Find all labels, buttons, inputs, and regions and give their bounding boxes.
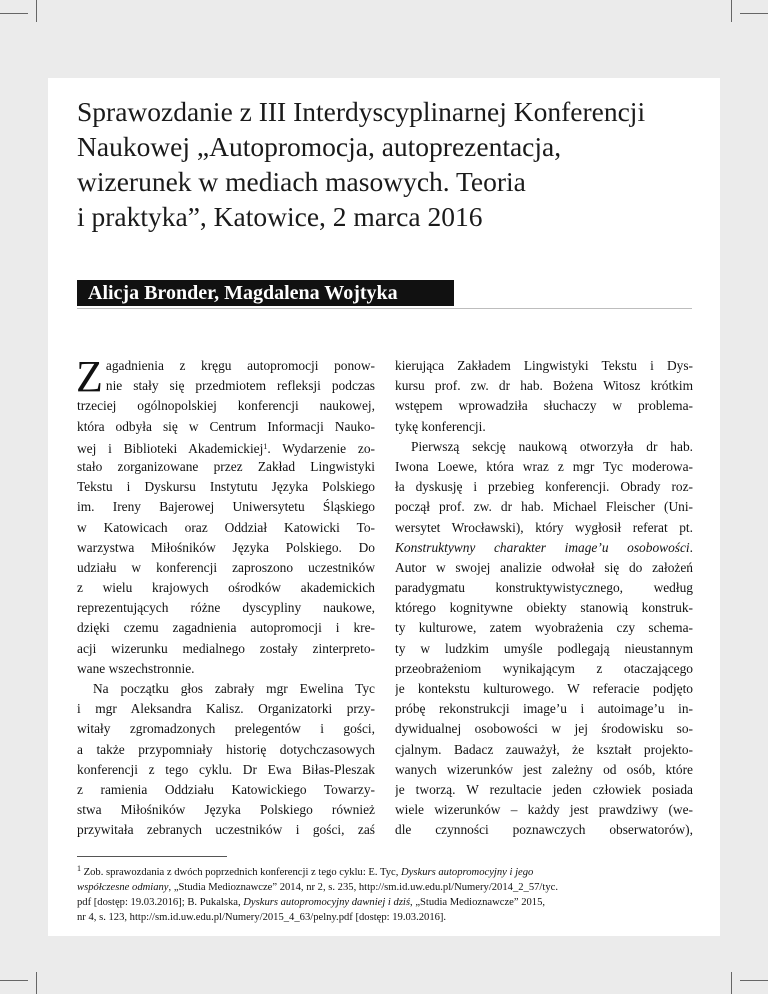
text-line: stwa Miłośników Języka Polskiego również (77, 802, 375, 818)
footnote-divider (77, 856, 227, 857)
text-line: przeobrażeniom wynikającym z otaczającego (395, 660, 693, 676)
crop-mark (0, 980, 28, 981)
drop-cap: Z (76, 352, 103, 401)
footnote-line: współczesne odmiany, „Studia Medioznawcze” 2014, nr 2, s. 235, http://sm.id.uw.edu.pl/Numery/2014_2_57/tyc. (77, 882, 558, 893)
title-line: i praktyka”, Katowice, 2 marca 2016 (77, 201, 483, 232)
text-line: trzeciej ogólnopolskiej konferencji naukowej, (77, 398, 375, 414)
text-line: warzystwa Miłośników Języka Polskiego. Do (77, 539, 375, 555)
text-line: wej i Biblioteki Akademickiej$^1$. Wydarzenie zo- (77, 440, 375, 456)
text-line: konferencji z tego cyklu. Dr Ewa Biłas-Pleszak (77, 761, 375, 777)
text-line: agadnienia z kręgu autopromocji ponow- (105, 358, 375, 373)
text-line: wstępem wprowadziła słuchaczy w problema- (395, 398, 693, 414)
footnote-number: 1 (77, 864, 81, 873)
text-line: acji wizerunku medialnego zostały zinterpreto- (77, 640, 375, 656)
text-line: cjalnym. Badacz zauważył, że kształt projekto- (395, 741, 693, 757)
left-column (76, 352, 375, 841)
title-line: Naukowej „Autopromocja, autoprezentacja, (77, 131, 562, 162)
text-line: witały zgromadzonych prelegentów i gości, (77, 721, 375, 737)
text-line: w Katowicach oraz Oddział Katowicki To- (77, 519, 375, 535)
text-line: wiele wizerunków – każdy jest prawdziwy (we- (395, 802, 693, 818)
footnote-line[interactable]: nr 4, s. 123, http://sm.id.uw.edu.pl/Numery/2015_4_63/pelny.pdf [dostęp: 19.03.2016]. (77, 912, 447, 923)
text-line: je tworzą. W rezultacie jeden człowiek posiada (395, 781, 693, 797)
text-line: kursu prof. zw. dr hab. Bożena Witosz krótkim (395, 378, 693, 394)
crop-mark (36, 0, 37, 22)
text-line: im. Ireny Bajerowej Uniwersytetu Śląskiego (77, 499, 375, 515)
text-line: wersytet Wrocławski), który wygłosił referat pt. (395, 519, 693, 535)
text-line: Tekstu i Dyskursu Instytutu Języka Polskiego (77, 479, 375, 495)
title-line: wizerunek w mediach masowych. Teoria (77, 166, 526, 197)
footnote (77, 861, 692, 925)
text-line: tykę konferencji. (395, 418, 486, 434)
text-line: udziału w konferencji zaproszono uczestników (77, 559, 375, 575)
text-line: z ramienia Oddziału Katowickiego Towarzy- (77, 781, 375, 797)
text-line: stało zorganizowane przez Zakład Lingwistyki (77, 458, 375, 474)
title-line: Sprawozdanie z III Interdyscyplinarnej Konferencji (77, 96, 646, 127)
text-line: wanych wizerunków jest zależny od osób, które (395, 761, 693, 777)
crop-mark (740, 980, 768, 981)
text-line: dle czynności poznawczych obserwatorów), (395, 822, 693, 838)
crop-mark (731, 0, 732, 22)
text-line: paradygmatu konstruktywistycznego, według (395, 580, 693, 596)
crop-mark (740, 13, 768, 14)
text-line: ty w ludzkim umyśle podlegają nieustannym (395, 640, 693, 656)
crop-mark (36, 972, 37, 994)
text-line: ła dyskusję i przebieg konferencji. Obrady roz- (395, 479, 693, 495)
text-line: próbę rekonstrukcji image’u i autoimage’u in- (395, 701, 693, 717)
text-line: Iwona Loewe, która wraz z mgr Tyc moderowa- (395, 458, 693, 474)
text-line: przywitała zebranych uczestników i gości, zaś (77, 822, 375, 838)
text-line: z wielu krajowych ośrodków akademickich (77, 580, 375, 596)
crop-mark (0, 13, 28, 14)
text-line: a także przypomniały historię dotychczasowych (77, 741, 375, 757)
text-line: Autor w swojej analizie odwołał się do założeń (395, 559, 693, 575)
text-line: Na początku głos zabrały mgr Ewelina Tyc (93, 681, 375, 696)
text-line: dywidualnej osobowości w jej środowisku so- (395, 721, 693, 737)
text-line: ty kulturowe, zatem wyobrażenia czy schema- (395, 620, 693, 636)
text-line: która odbyła się w Centrum Informacji Nauko- (77, 418, 375, 434)
text-line: Pierwszą sekcję naukową otworzyła dr hab. (411, 438, 693, 454)
text-line: je kontekstu kulturowego. W referacie podjęto (395, 681, 693, 696)
text-line: którego kognitywne obiekty stanowią konstruk- (395, 600, 693, 616)
divider (77, 308, 692, 309)
article-title (77, 94, 697, 234)
text-line: reprezentujących różne dyscypliny naukowe, (77, 600, 375, 616)
text-line: nie stały się przedmiotem refleksji podczas (105, 378, 375, 394)
right-column (395, 356, 693, 841)
authors-banner (77, 280, 454, 306)
crop-mark (731, 972, 732, 994)
footnote-ref[interactable]: 1 (263, 441, 268, 451)
footnote-line: $^1$ Zob. sprawozdania z dwóch poprzednich konferencji z tego cyklu: E. Tyc, Dyskurs autopromocyjny i jego (77, 864, 534, 878)
authors: Alicja Bronder, Magdalena Wojtyka (88, 282, 398, 304)
text-line: dzięki czemu zagadnienia autopromocji i kre- (77, 620, 375, 636)
text-line: wane wszechstronnie. (77, 660, 195, 676)
footnote-line: pdf [dostęp: 19.03.2016]; B. Pukalska, Dyskurs autopromocyjny dawniej i dziś, „Studia Medioznawcze” 2015, (77, 897, 546, 908)
text-line: począł prof. zw. dr hab. Michael Fleischer (Uni- (395, 499, 693, 515)
text-line: Konstruktywny charakter image’u osobowości. (395, 539, 693, 555)
text-line: kierująca Zakładem Lingwistyki Tekstu i Dys- (395, 358, 693, 373)
text-line: i mgr Aleksandra Kalisz. Organizatorki przy- (77, 701, 375, 717)
italic-title: Konstruktywny charakter image’u osobowości (395, 539, 690, 555)
